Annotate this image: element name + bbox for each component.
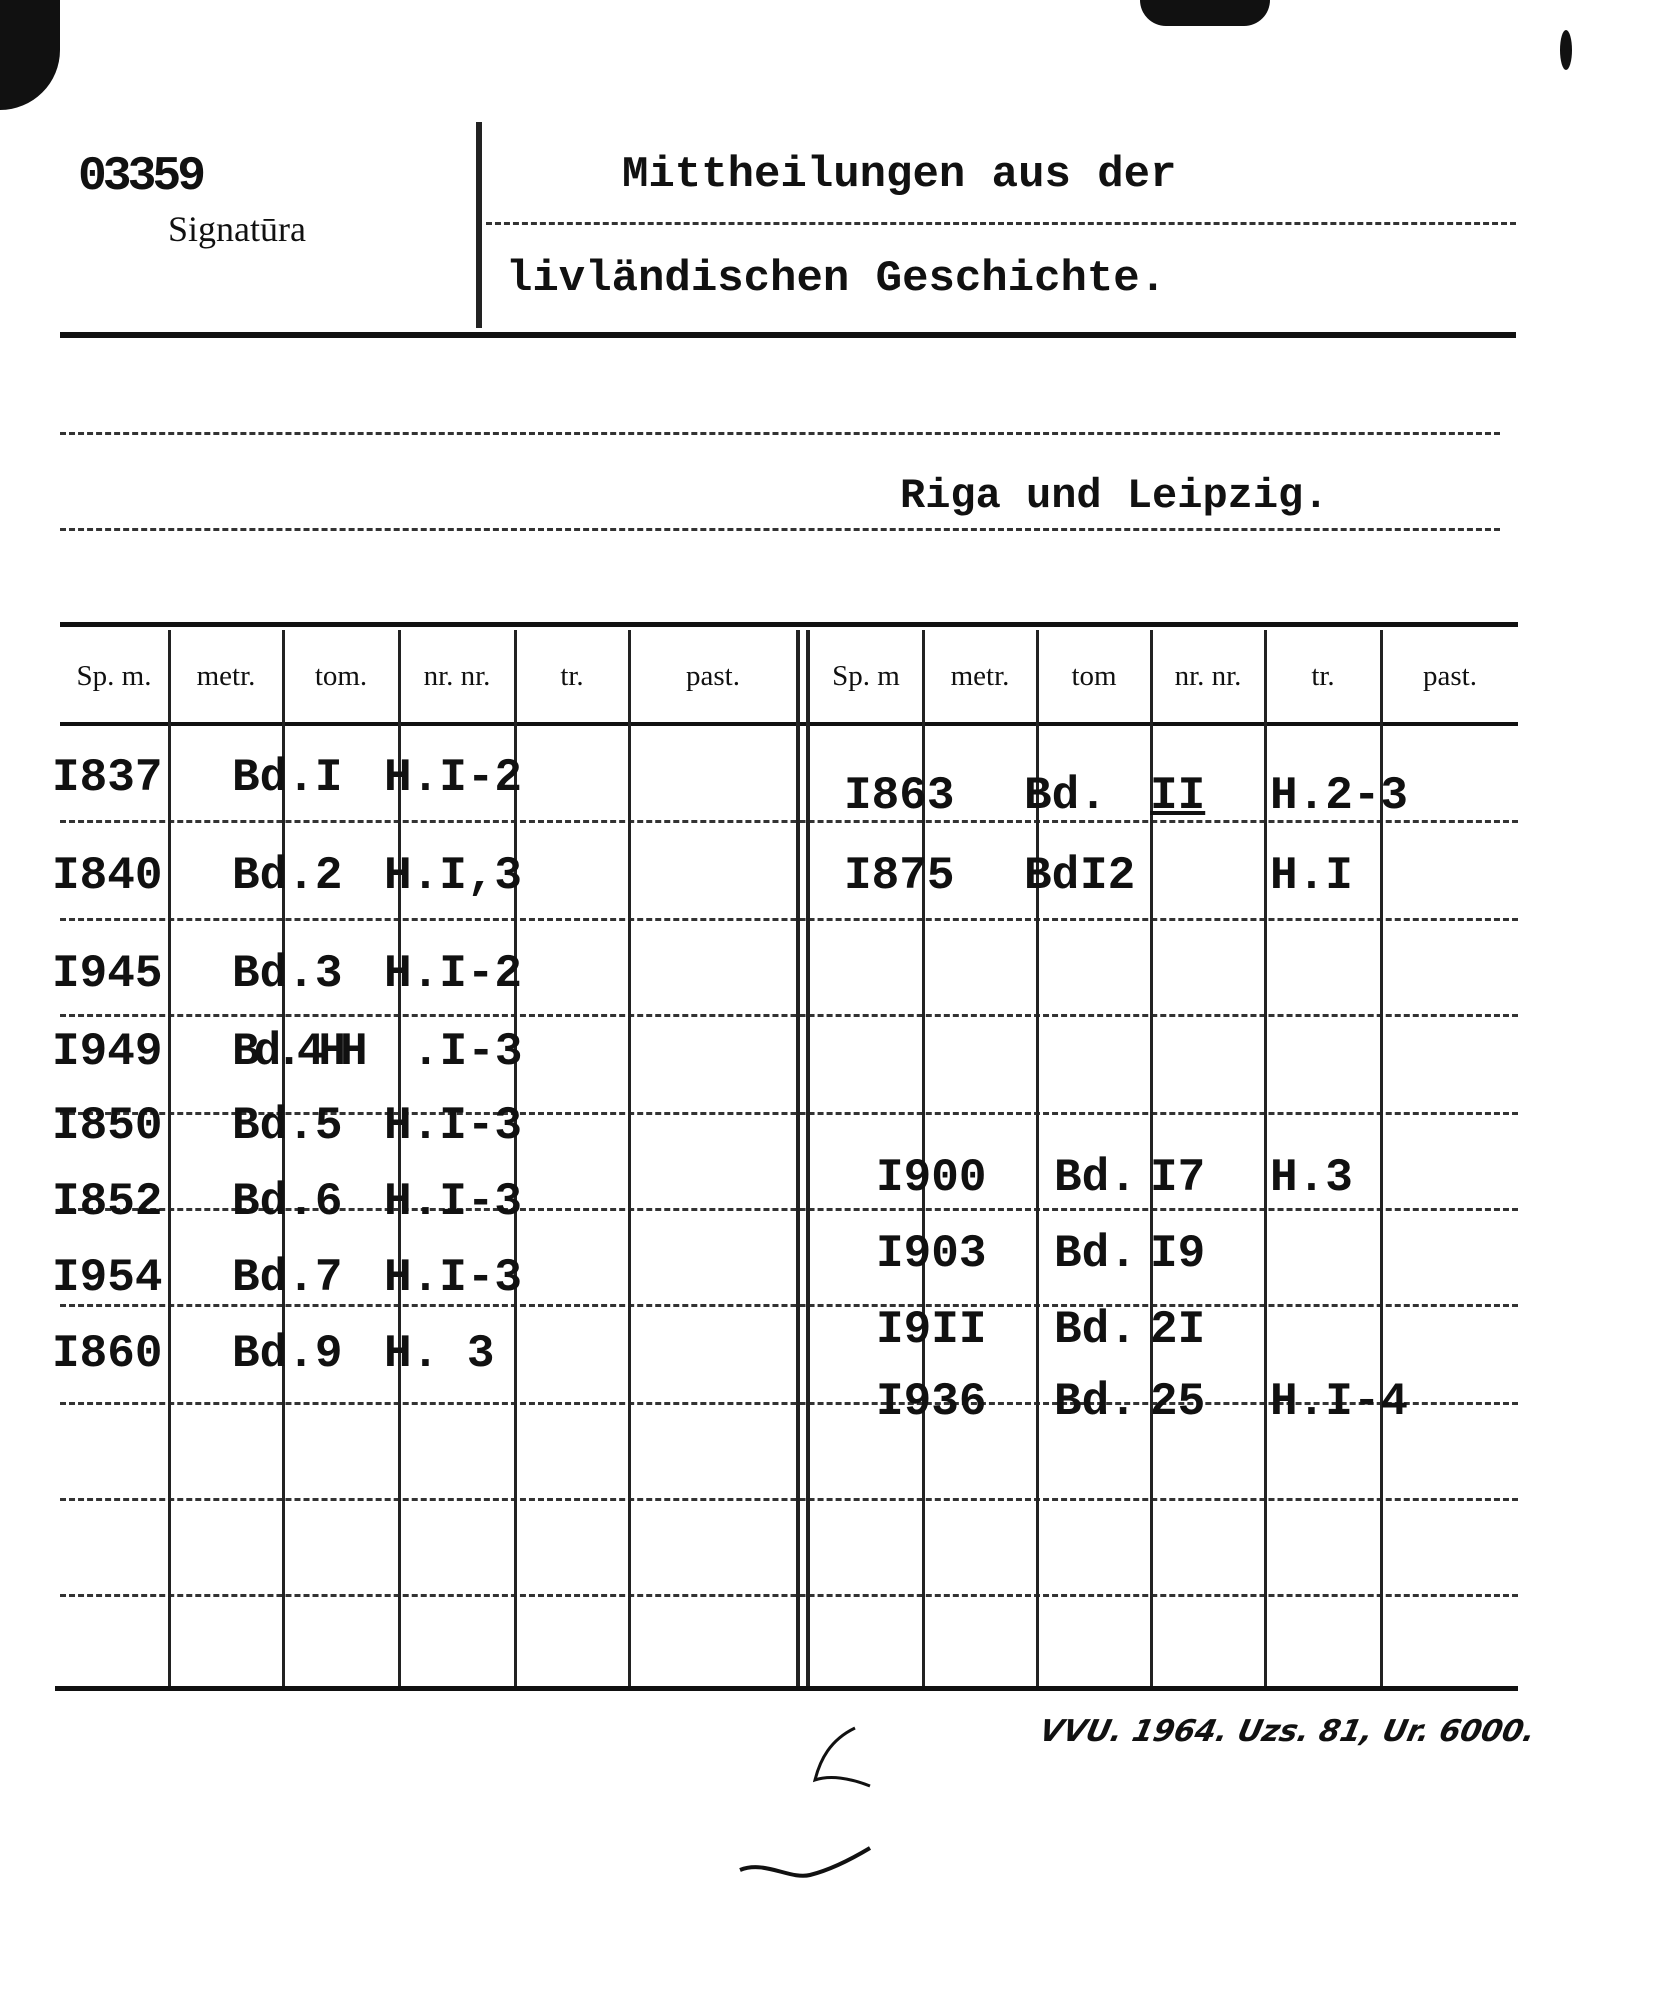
right-row-year: I863 xyxy=(844,770,955,822)
left-row-issues: H.I-3 xyxy=(384,1252,523,1304)
left-row-issues: H.I,3 xyxy=(384,850,523,902)
left-row-issues: H.I-2 xyxy=(384,752,523,804)
right-row-tom: 25 xyxy=(1150,1376,1206,1428)
col-header-nr-nr: nr. nr. xyxy=(1174,660,1242,692)
header-divider xyxy=(476,122,482,328)
place-rule-top xyxy=(60,432,1500,435)
left-row-issues: H.I-3 xyxy=(384,1176,523,1228)
center-divider xyxy=(796,630,800,1686)
col-header-metr: metr. xyxy=(950,660,1010,692)
col-header-nr-nr: nr. nr. xyxy=(423,660,491,692)
handwritten-note: VVU. 1964. Uzs. 81, Ur. 6000. xyxy=(1036,1714,1539,1749)
place-rule-bottom xyxy=(60,528,1500,531)
col-header-sp-m: Sp. m xyxy=(832,660,900,692)
right-row-issues: H.I xyxy=(1270,850,1353,902)
row-rule xyxy=(60,1014,1518,1017)
left-row-issues: .I-3 xyxy=(412,1026,523,1078)
scan-smudge xyxy=(1140,0,1270,26)
col-header-tom: tom. xyxy=(314,660,368,692)
left-row-issues: H. 3 xyxy=(384,1328,495,1380)
left-row-volume: Bd.7 xyxy=(232,1252,343,1304)
title-line-2: livländischen Geschichte. xyxy=(506,254,1167,304)
left-row-year: I850 xyxy=(52,1100,163,1152)
right-row-issues: H.3 xyxy=(1270,1152,1353,1204)
col-rule xyxy=(628,630,631,1686)
scan-smudge xyxy=(0,0,60,110)
left-row-year: I837 xyxy=(52,752,163,804)
right-row-volume: Bd. xyxy=(1054,1376,1137,1428)
left-row-issues: H.I-2 xyxy=(384,948,523,1000)
col-header-tr: tr. xyxy=(560,660,584,692)
right-row-tom: I2 xyxy=(1080,850,1136,902)
left-row-volume: Bd.2 xyxy=(232,850,343,902)
right-row-issues: H.I-4 xyxy=(1270,1376,1409,1428)
col-rule xyxy=(1264,630,1267,1686)
title-line-1: Mittheilungen aus der xyxy=(622,150,1177,200)
row-rule xyxy=(60,1594,1518,1597)
col-header-tom: tom xyxy=(1071,660,1117,692)
row-rule xyxy=(60,1304,1518,1307)
right-row-year: I903 xyxy=(876,1228,987,1280)
table-bottom-rule xyxy=(55,1686,1518,1691)
header-bottom-rule xyxy=(60,332,1516,338)
left-row-year: I840 xyxy=(52,850,163,902)
right-row-volume: Bd xyxy=(1024,850,1080,902)
left-row-issues: H.I-3 xyxy=(384,1100,523,1152)
title-rule xyxy=(486,222,1516,225)
left-row-year: I945 xyxy=(52,948,163,1000)
right-row-year: I900 xyxy=(876,1152,987,1204)
col-header-past: past. xyxy=(1423,660,1477,692)
right-row-year: I9II xyxy=(876,1304,987,1356)
right-row-issues: H.2-3 xyxy=(1270,770,1409,822)
left-row-volume: Bd.I xyxy=(232,752,343,804)
right-row-volume: Bd. xyxy=(1054,1304,1137,1356)
table-top-rule xyxy=(60,622,1518,627)
left-row-volume: Bd.4HH xyxy=(232,1026,362,1078)
right-row-tom: I7 xyxy=(1150,1152,1206,1204)
row-rule xyxy=(60,1498,1518,1501)
right-row-year: I936 xyxy=(876,1376,987,1428)
right-row-volume: Bd. xyxy=(1054,1152,1137,1204)
col-header-sp-m: Sp. m. xyxy=(76,660,152,692)
row-rule xyxy=(60,918,1518,921)
col-header-tr: tr. xyxy=(1311,660,1335,692)
col-rule xyxy=(168,630,171,1686)
right-row-volume: Bd. xyxy=(1054,1228,1137,1280)
center-divider xyxy=(806,630,810,1686)
left-row-volume: Bd.5 xyxy=(232,1100,343,1152)
signature-number: 03359 xyxy=(78,150,203,204)
right-row-year: I875 xyxy=(844,850,955,902)
col-header-metr: metr. xyxy=(196,660,256,692)
place-text: Riga und Leipzig. xyxy=(900,472,1329,520)
right-row-tom: I9 xyxy=(1150,1228,1206,1280)
left-row-year: I954 xyxy=(52,1252,163,1304)
handwritten-squiggle xyxy=(720,1720,920,1890)
table-header-rule xyxy=(60,722,1518,726)
left-row-year: I852 xyxy=(52,1176,163,1228)
right-row-volume: Bd. xyxy=(1024,770,1107,822)
left-row-volume: Bd.6 xyxy=(232,1176,343,1228)
left-row-year: I860 xyxy=(52,1328,163,1380)
right-row-tom: 2I xyxy=(1150,1304,1206,1356)
col-header-past: past. xyxy=(686,660,740,692)
signature-label: Signatūra xyxy=(168,209,306,249)
scan-smudge xyxy=(1560,30,1572,70)
left-row-year: I949 xyxy=(52,1026,163,1078)
left-row-volume: Bd.3 xyxy=(232,948,343,1000)
right-row-tom: II xyxy=(1150,770,1206,822)
left-row-volume: Bd.9 xyxy=(232,1328,343,1380)
